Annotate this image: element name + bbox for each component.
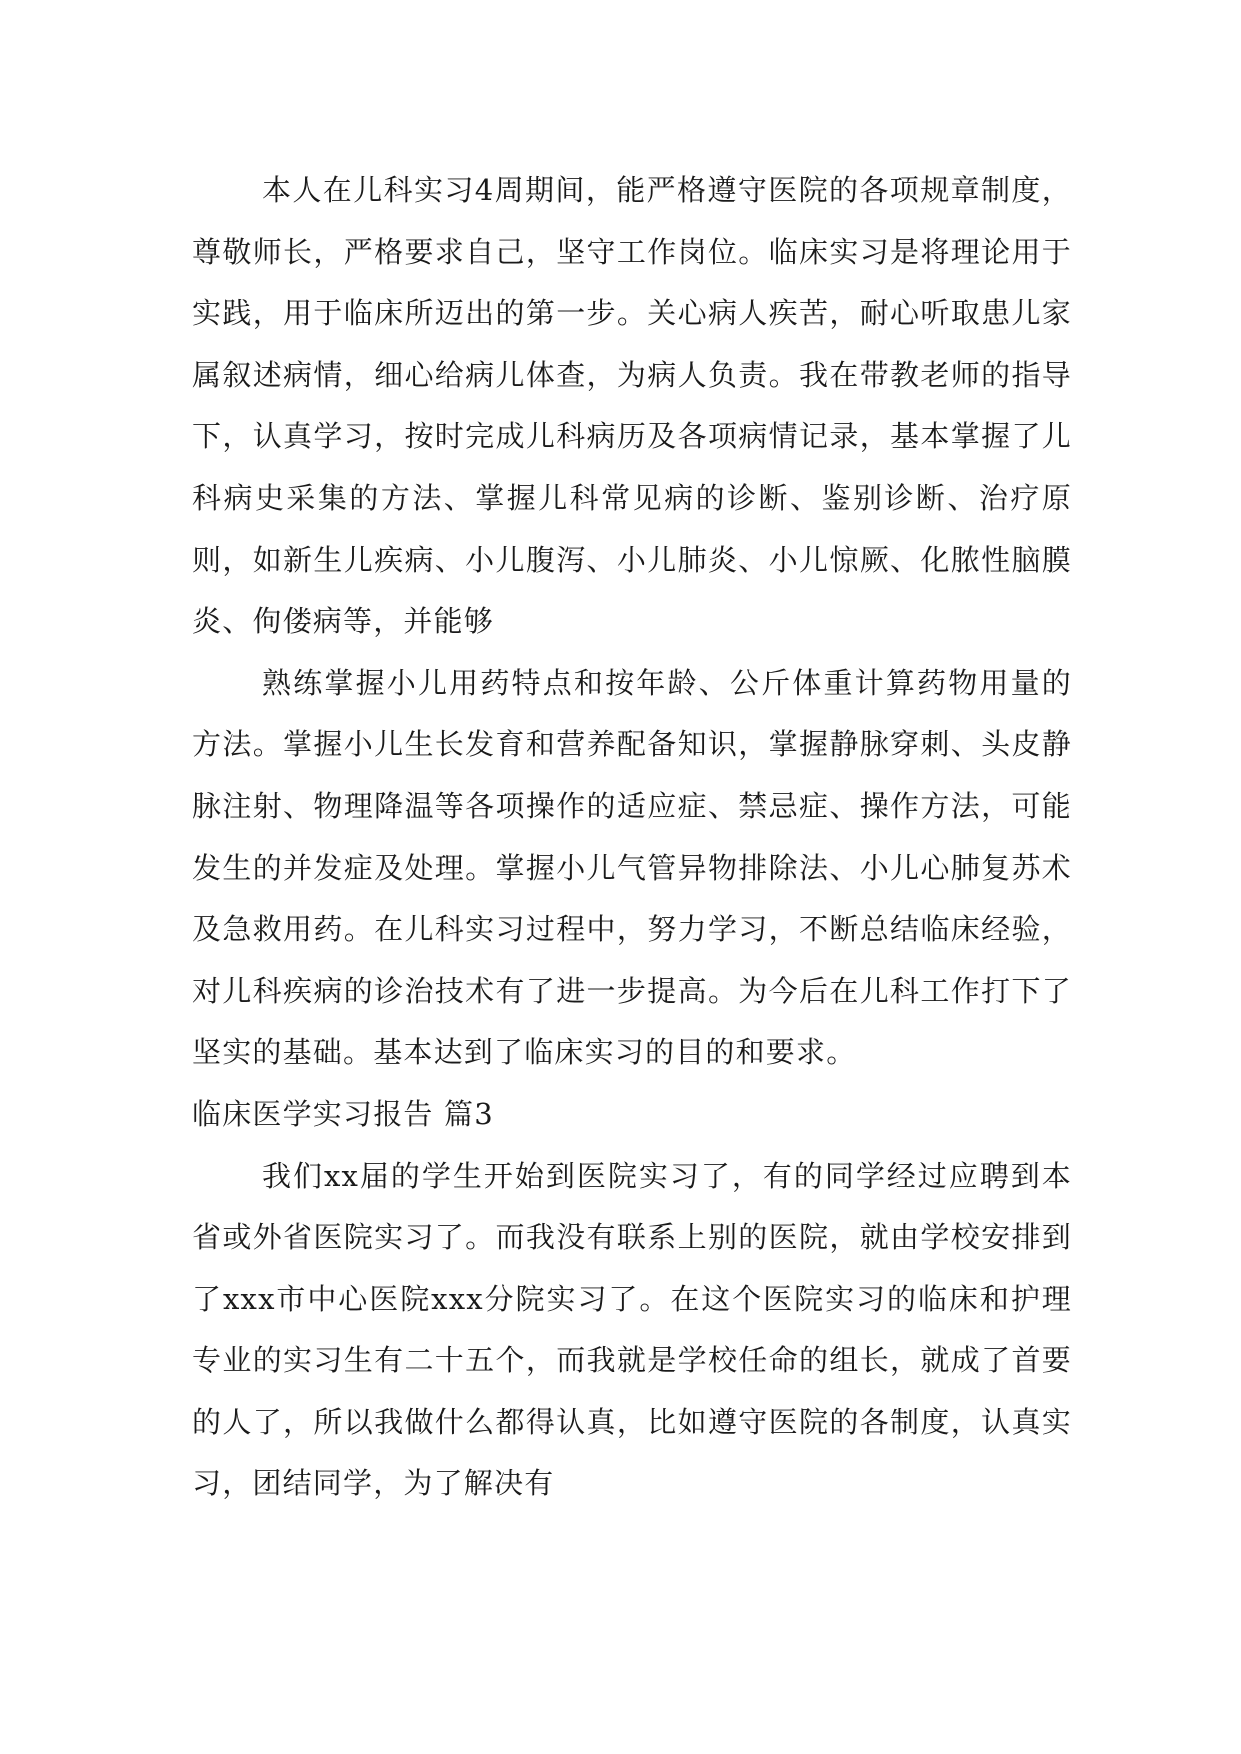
paragraph-pediatric-skills: 熟练掌握小儿用药特点和按年龄、公斤体重计算药物用量的方法。掌握小儿生长发育和营养配备知识，掌握静脉穿刺、头皮静脉注射、物理降温等各项操作的适应症、禁忌症、操作方法，可能发生的并发症及处理。掌握小儿气管异物排除法、小儿心肺复苏术及急救用药。在儿科实习过程中，努力学习，不断总结临床经验，对儿科疾病的诊治技术有了进一步提高。为今后在儿科工作打下了坚实的基础。基本达到了临床实习的目的和要求。 [192, 665, 1072, 1070]
paragraph-hospital-internship: 我们xx届的学生开始到医院实习了，有的同学经过应聘到本省或外省医院实习了。而我没有联系上别的医院，就由学校安排到了xxx市中心医院xxx分院实习了。在这个医院实习的临床和护理专业的实习生有二十五个，而我就是学校任命的组长，就成了首要的人了，所以我做什么都得认真，比如遵守医院的各制度，认真实习，团结同学，为了解决有 [192, 1158, 1072, 1501]
document-body [192, 160, 1072, 1515]
section-heading: 临床医学实习报告 篇3 [192, 1096, 494, 1131]
paragraph-pediatrics-internship: 本人在儿科实习4周期间，能严格遵守医院的各项规章制度，尊敬师长，严格要求自己，坚守工作岗位。临床实习是将理论用于实践，用于临床所迈出的第一步。关心病人疾苦，耐心听取患儿家属叙述病情，细心给病儿体查，为病人负责。我在带教老师的指导下，认真学习，按时完成儿科病历及各项病情记录，基本掌握了儿科病史采集的方法、掌握儿科常见病的诊断、鉴别诊断、治疗原则，如新生儿疾病、小儿腹泻、小儿肺炎、小儿惊厥、化脓性脑膜炎、佝偻病等，并能够 [192, 173, 1072, 639]
